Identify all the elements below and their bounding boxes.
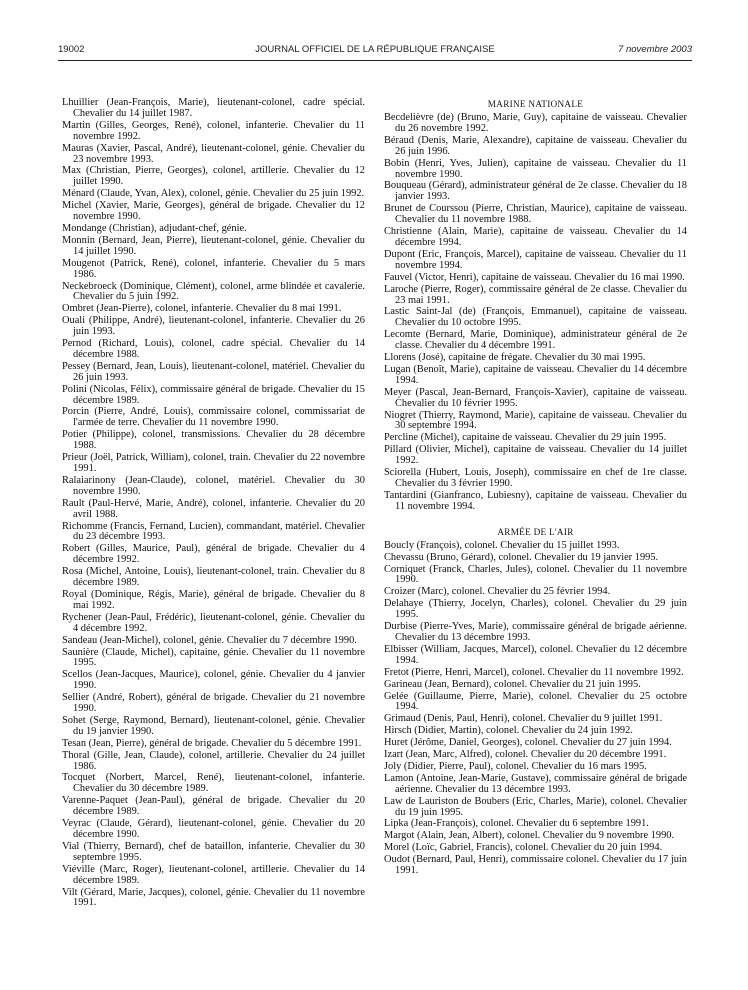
- list-item: Mauras (Xavier, Pascal, André), lieutenant-colonel, génie. Chevalier du 23 novembre 1993.: [62, 142, 365, 165]
- list-item: Tocquet (Norbert, Marcel, René), lieutenant-colonel, infanterie. Chevalier du 30 décembre 1989.: [62, 772, 365, 795]
- list-item: Martin (Gilles, Georges, René), colonel, infanterie. Chevalier du 11 novembre 1992.: [62, 119, 365, 142]
- list-item: Percline (Michel), capitaine de vaisseau. Chevalier du 29 juin 1995.: [384, 432, 667, 444]
- issue-date: 7 novembre 2003: [618, 44, 692, 55]
- list-item: Thoral (Gille, Jean, Claude), colonel, artillerie. Chevalier du 24 juillet 1986.: [62, 749, 365, 772]
- list-item: Richomme (Francis, Fernand, Lucien), commandant, matériel. Chevalier du 23 décembre 1993.: [62, 520, 365, 543]
- list-item: Izart (Jean, Marc, Alfred), colonel. Chevalier du 20 décembre 1991.: [384, 749, 667, 761]
- list-item: Garineau (Jean, Bernard), colonel. Chevalier du 21 juin 1995.: [384, 678, 641, 690]
- list-item: Pillard (Olivier, Michel), capitaine de vaisseau. Chevalier du 14 juillet 1992.: [384, 444, 687, 467]
- section-title-marine: MARINE NATIONALE: [487, 99, 584, 109]
- list-item: Michel (Xavier, Marie, Georges), général de brigade. Chevalier du 12 novembre 1990.: [62, 200, 365, 223]
- list-item: Prieur (Joël, Patrick, William), colonel, train. Chevalier du 22 novembre 1991.: [62, 452, 365, 474]
- journal-title: JOURNAL OFFICIEL DE LA RÉPUBLIQUE FRANÇAISE: [255, 44, 495, 55]
- list-item: Sciorella (Hubert, Louis, Joseph), commissaire en chef de 1re classe. Chevalier du 3 février 1990.: [384, 467, 687, 489]
- list-item: Veyrac (Claude, Gérard), lieutenant-colonel, génie. Chevalier du 20 décembre 1990.: [62, 818, 365, 840]
- list-item: Saunière (Claude, Michel), capitaine, génie. Chevalier du 11 novembre 1995.: [62, 646, 365, 669]
- right-column: [384, 99, 687, 878]
- list-item: Ouali (Philippe, André), lieutenant-colonel, infanterie. Chevalier du 26 juin 1993.: [62, 315, 365, 338]
- list-item: Gelée (Guillaume, Pierre, Marie), colonel. Chevalier du 25 octobre 1994.: [384, 690, 687, 713]
- list-item: Joly (Didier, Pierre, Paul), colonel. Chevalier du 16 mars 1995.: [384, 760, 647, 772]
- list-item: Christienne (Alain, Marie), capitaine de vaisseau. Chevalier du 14 décembre 1994.: [384, 226, 687, 248]
- list-item: Becdelièvre (de) (Bruno, Marie, Guy), capitaine de vaisseau. Chevalier du 26 novembre 1992.: [384, 112, 687, 134]
- list-item: Sandeau (Jean-Michel), colonel, génie. Chevalier du 7 décembre 1990.: [62, 634, 357, 646]
- list-item: Corniquet (Franck, Charles, Jules), colonel. Chevalier du 11 novembre 1990.: [384, 563, 687, 586]
- list-item: Durbise (Pierre-Yves, Marie), commissaire général de brigade aérienne. Chevalier du 13 décembre 1993.: [384, 621, 687, 643]
- list-item: Laroche (Pierre, Roger), commissaire général de 2e classe. Chevalier du 23 mai 1991.: [384, 283, 687, 306]
- list-item: Scellos (Jean-Jacques, Maurice), colonel, génie. Chevalier du 4 janvier 1990.: [62, 669, 365, 692]
- list-item: Chevassu (Bruno, Gérard), colonel. Chevalier du 19 janvier 1995.: [384, 551, 659, 563]
- list-item: Lugan (Benoît, Marie), capitaine de vaisseau. Chevalier du 14 décembre 1994.: [384, 363, 687, 386]
- list-item: Robert (Gilles, Maurice, Paul), général de brigade. Chevalier du 4 décembre 1992.: [62, 543, 365, 566]
- list-item: Pessey (Bernard, Jean, Louis), lieutenant-colonel, matériel. Chevalier du 26 juin 1993.: [62, 360, 365, 383]
- list-item: Law de Lauriston de Boubers (Eric, Charles, Marie), colonel. Chevalier du 19 juin 1995.: [384, 795, 687, 818]
- list-item: Elbisser (William, Jacques, Marcel), colonel. Chevalier du 12 décembre 1994.: [384, 643, 687, 666]
- list-item: Potier (Philippe), colonel, transmissions. Chevalier du 28 décembre 1988.: [62, 429, 365, 452]
- list-item: Lamon (Antoine, Jean-Marie, Gustave), commissaire général de brigade aérienne. Chevalier du 13 décembre 1993.: [384, 772, 687, 795]
- list-item: Ralaiarinony (Jean-Claude), colonel, matériel. Chevalier du 30 novembre 1990.: [62, 474, 365, 497]
- list-item: Mondange (Christian), adjudant-chef, génie.: [62, 222, 247, 234]
- list-item: Morel (Loïc, Gabriel, Francis), colonel. Chevalier du 20 juin 1994.: [384, 842, 663, 854]
- list-item: Rychener (Jean-Paul, Frédéric), lieutenant-colonel, génie. Chevalier du 4 décembre 1992.: [62, 611, 365, 634]
- section-title-air: ARMÉE DE L'AIR: [497, 526, 574, 537]
- list-item: Vilt (Gérard, Marie, Jacques), colonel, génie. Chevalier du 11 novembre 1991.: [62, 886, 365, 909]
- page-number: 19002: [58, 44, 85, 55]
- list-item: Huret (Jérôme, Daniel, Georges), colonel. Chevalier du 27 juin 1994.: [384, 737, 672, 749]
- list-item: Ombret (Jean-Pierre), colonel, infanterie. Chevalier du 8 mai 1991.: [62, 303, 342, 315]
- list-item: Bouqueau (Gérard), administrateur général de 2e classe. Chevalier du 18 janvier 1993.: [384, 180, 687, 203]
- list-item: Lipka (Jean-François), colonel. Chevalier du 6 septembre 1991.: [384, 818, 649, 830]
- list-item: Meyer (Pascal, Jean-Bernard, François-Xavier), capitaine de vaisseau. Chevalier du 10 février 1995.: [384, 386, 687, 409]
- list-item: Rosa (Michel, Antoine, Louis), lieutenant-colonel, train. Chevalier du 8 décembre 1989.: [62, 566, 365, 589]
- list-item: Lecomte (Bernard, Marie, Dominique), administrateur général de 2e classe. Chevalier du 4 décembre 1991.: [384, 329, 687, 352]
- list-item: Brunet de Courssou (Pierre, Christian, Maurice), capitaine de vaisseau. Chevalier du 11 novembre 1988.: [384, 203, 687, 226]
- list-item: Ménard (Claude, Yvan, Alex), colonel, génie. Chevalier du 25 juin 1992.: [62, 188, 365, 200]
- list-item: Royal (Dominique, Régis, Marie), général de brigade. Chevalier du 8 mai 1992.: [62, 588, 365, 611]
- list-item: Polini (Nicolas, Félix), commissaire général de brigade. Chevalier du 15 décembre 1989.: [62, 383, 365, 406]
- list-item: Oudot (Bernard, Paul, Henri), commissaire colonel. Chevalier du 17 juin 1991.: [384, 854, 687, 877]
- list-item: Béraud (Denis, Marie, Alexandre), capitaine de vaisseau. Chevalier du 26 juin 1996.: [384, 134, 687, 157]
- list-item: Rault (Paul-Hervé, Marie, André), colonel, infanterie. Chevalier du 20 avril 1988.: [62, 497, 365, 520]
- air-list: [384, 541, 687, 877]
- list-item: Lhuillier (Jean-François, Marie), lieutenant-colonel, cadre spécial. Chevalier du 14 juillet 1987.: [62, 97, 365, 119]
- list-item: Porcin (Pierre, André, Louis), commissaire colonel, commissariat de l'armée de terre. Chevalier du 11 novembre 1990.: [62, 406, 365, 429]
- list-item: Croizer (Marc), colonel. Chevalier du 25 février 1994.: [384, 586, 611, 598]
- list-item: Margot (Alain, Jean, Albert), colonel. Chevalier du 9 novembre 1990.: [384, 830, 675, 842]
- list-item: Fauvel (Victor, Henri), capitaine de vaisseau. Chevalier du 16 mai 1990.: [384, 271, 685, 283]
- list-item: Pernod (Richard, Louis), colonel, cadre spécial. Chevalier du 14 décembre 1988.: [62, 338, 365, 360]
- list-item: Monnin (Bernard, Jean, Pierre), lieutenant-colonel, génie. Chevalier du 14 juillet 1990.: [62, 234, 365, 257]
- list-item: Fretot (Pierre, Henri, Marcel), colonel. Chevalier du 11 novembre 1992.: [384, 666, 684, 678]
- list-item: Lastic Saint-Jal (de) (François, Emmanuel), capitaine de vaisseau. Chevalier du 10 octobre 1995.: [384, 306, 687, 329]
- list-item: Tantardini (Gianfranco, Lubiesny), capitaine de vaisseau. Chevalier du 11 novembre 1994.: [384, 489, 687, 512]
- list-item: Neckebroeck (Dominique, Clément), colonel, arme blindée et cavalerie. Chevalier du 5 juin 1992.: [62, 280, 365, 303]
- list-item: Mougenot (Patrick, René), colonel, infanterie. Chevalier du 5 mars 1986.: [62, 257, 365, 280]
- page-header: [58, 44, 692, 58]
- list-item: Llorens (José), capitaine de frégate. Chevalier du 30 mai 1995.: [384, 352, 646, 364]
- list-item: Hirsch (Didier, Martin), colonel. Chevalier du 24 juin 1992.: [384, 725, 633, 737]
- list-item: Tesan (Jean, Pierre), général de brigade. Chevalier du 5 décembre 1991.: [62, 737, 362, 749]
- list-item: Delahaye (Thierry, Jocelyn, Charles), colonel. Chevalier du 29 juin 1995.: [384, 598, 687, 621]
- left-column: [62, 98, 365, 910]
- marine-list: [384, 113, 687, 513]
- list-item: Grimaud (Denis, Paul, Henri), colonel. Chevalier du 9 juillet 1991.: [384, 713, 663, 725]
- header-rule: [58, 60, 692, 61]
- list-item: Varenne-Paquet (Jean-Paul), général de brigade. Chevalier du 20 décembre 1989.: [62, 795, 365, 818]
- list-item: Boucly (François), colonel. Chevalier du 15 juillet 1993.: [384, 539, 620, 551]
- list-item: Viéville (Marc, Roger), lieutenant-colonel, artillerie. Chevalier du 14 décembre 1989.: [62, 863, 365, 886]
- list-item: Dupont (Eric, François, Marcel), capitaine de vaisseau. Chevalier du 11 novembre 1994.: [384, 248, 687, 271]
- list-item: Bobin (Henri, Yves, Julien), capitaine de vaisseau. Chevalier du 11 novembre 1990.: [384, 157, 687, 180]
- list-item: Sellier (André, Robert), général de brigade. Chevalier du 21 novembre 1990.: [62, 692, 365, 715]
- list-item: Vial (Thierry, Bernard), chef de bataillon, infanterie. Chevalier du 30 septembre 1995.: [62, 840, 365, 863]
- list-item: Sohet (Serge, Raymond, Bernard), lieutenant-colonel, génie. Chevalier du 19 janvier 1990.: [62, 714, 365, 737]
- list-item: Max (Christian, Pierre, Georges), colonel, artillerie. Chevalier du 12 juillet 1990.: [62, 165, 365, 188]
- list-item: Niogret (Thierry, Raymond, Marie), capitaine de vaisseau. Chevalier du 30 septembre 1994.: [384, 409, 687, 432]
